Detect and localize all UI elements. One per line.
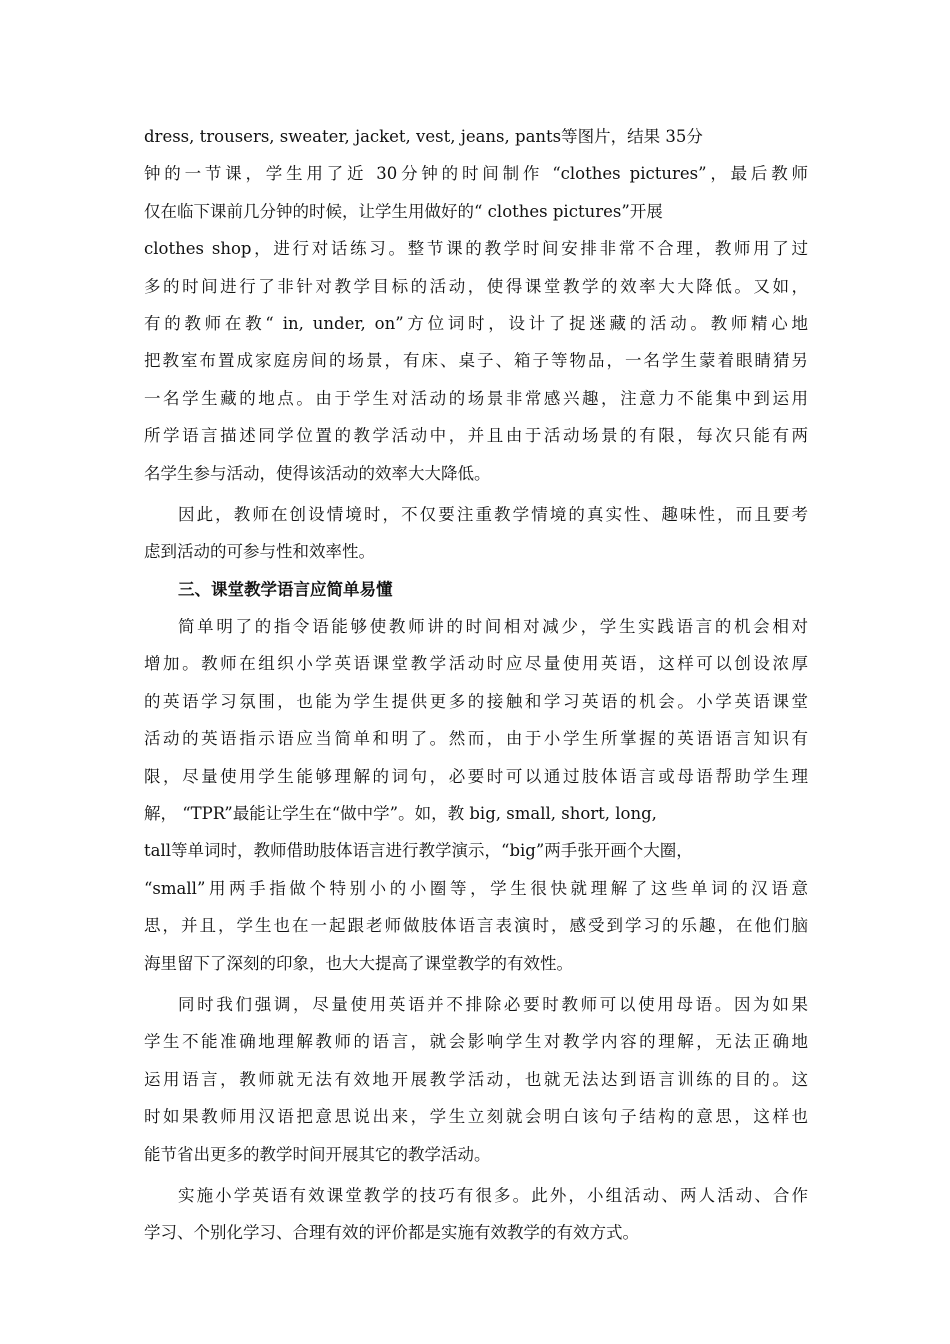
text-line: 同时我们强调，尽量使用英语并不排除必要时教师可以使用母语。因为如果 (178, 994, 808, 1014)
text-line: 海里留下了深刻的印象，也大大提高了课堂教学的有效性。 (144, 953, 573, 973)
text-line: 学习、个别化学习、合理有效的评价都是实施有效教学的有效方式。 (144, 1223, 639, 1243)
text-line: 活动的英语指示语应当简单和明了。然而，由于小学生所掌握的英语语言知识有 (144, 729, 808, 749)
text-line: 有的教师在教“ in, under, on”方位词时，设计了捉迷藏的活动。教师精心地 (144, 313, 808, 333)
text-line: 所学语言描述同学位置的教学活动中，并且由于活动场景的有限，每次只能有两 (144, 426, 808, 446)
text-line: 仅在临下课前几分钟的时候，让学生用做好的“ clothes pictures”开展 (144, 201, 663, 221)
text-line: 把教室布置成家庭房间的场景，有床、桌子、箱子等物品，一名学生蒙着眼睛猜另 (144, 351, 808, 371)
text-line: 名学生参与活动，使得该活动的效率大大降低。 (144, 463, 491, 483)
text-line: 简单明了的指令语能够使教师讲的时间相对减少，学生实践语言的机会相对 (178, 617, 808, 637)
text-line: 运用语言，教师就无法有效地开展教学活动，也就无法达到语言训练的目的。这 (144, 1069, 808, 1089)
text-line: 虑到活动的可参与性和效率性。 (144, 542, 375, 562)
text-line: 多的时间进行了非针对教学目标的活动，使得课堂教学的效率大大降低。又如， (144, 276, 808, 296)
body-text (144, 118, 808, 1252)
text-line: tall等单词时，教师借助肢体语言进行教学演示，“big”两手张开画个大圈， (144, 841, 693, 861)
text-line: 学生不能准确地理解教师的语言，就会影响学生对教学内容的理解，无法正确地 (144, 1032, 808, 1052)
text-line: clothes shop，进行对话练习。整节课的教学时间安排非常不合理，教师用了过 (144, 239, 808, 259)
text-line: 思，并且，学生也在一起跟老师做肢体语言表演时，感受到学习的乐趣，在他们脑 (144, 916, 808, 936)
text-line: 一名学生藏的地点。由于学生对活动的场景非常感兴趣，注意力不能集中到运用 (144, 388, 808, 408)
text-line: 因此，教师在创设情境时，不仅要注重教学情境的真实性、趣味性，而且要考 (178, 504, 808, 524)
section-heading: 三、课堂教学语言应简单易懂 (178, 579, 393, 599)
text-line: 实施小学英语有效课堂教学的技巧有很多。此外，小组活动、两人活动、合作 (178, 1185, 808, 1205)
text-line: 能节省出更多的教学时间开展其它的教学活动。 (144, 1144, 491, 1164)
text-line: “small”用两手指做个特别小的小圈等，学生很快就理解了这些单词的汉语意 (144, 878, 808, 898)
text-line: 限，尽量使用学生能够理解的词句，必要时可以通过肢体语言或母语帮助学生理 (144, 766, 808, 786)
text-line: 解， “TPR”最能让学生在“做中学”。如，教 big, small, short, long, (144, 804, 657, 824)
text-line: dress, trousers, sweater, jacket, vest, jeans, pants等图片，结果 35分 (144, 127, 703, 146)
text-line: 时如果教师用汉语把意思说出来，学生立刻就会明白该句子结构的意思，这样也 (144, 1107, 808, 1127)
text-line: 增加。教师在组织小学英语课堂教学活动时应尽量使用英语，这样可以创设浓厚 (144, 654, 808, 674)
text-line: 钟的一节课，学生用了近 30分钟的时间制作 “clothes pictures”，最后教师 (144, 164, 808, 184)
text-line: 的英语学习氛围，也能为学生提供更多的接触和学习英语的机会。小学英语课堂 (144, 691, 808, 711)
